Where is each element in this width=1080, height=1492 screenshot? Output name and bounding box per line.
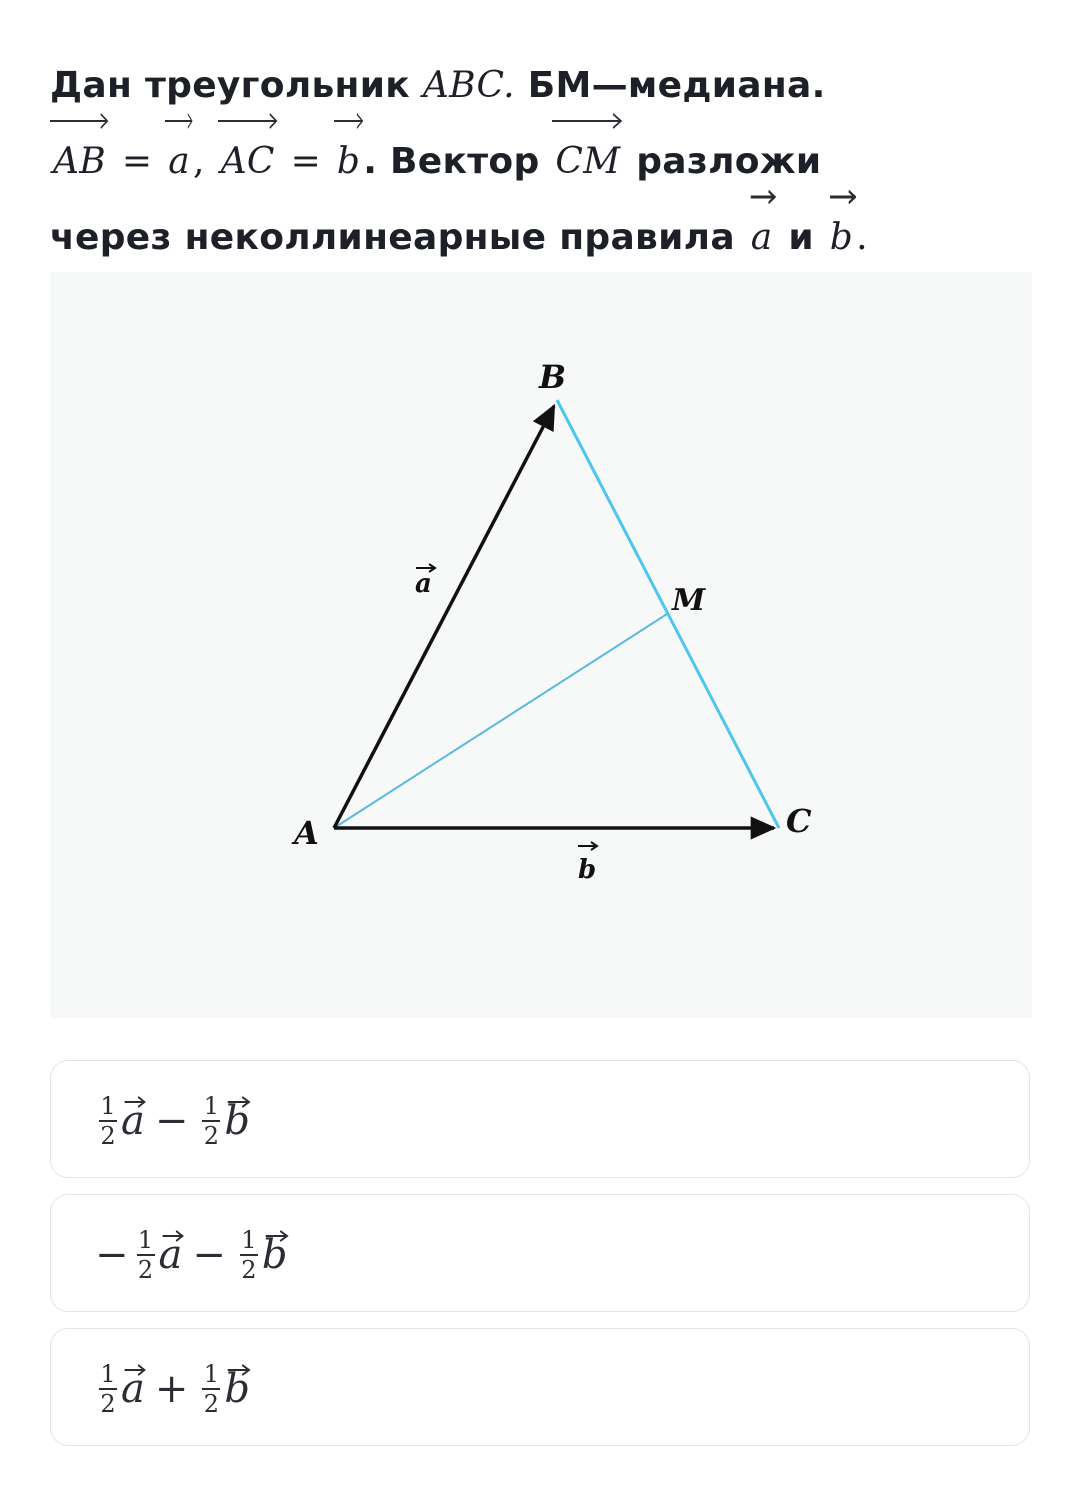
triangle-diagram	[50, 272, 1032, 1018]
question-text	[50, 48, 1040, 276]
triangle-figure	[50, 272, 1032, 1018]
vector-cm: CM	[552, 124, 623, 200]
label-b-arrow	[578, 842, 597, 850]
option-2-operator: −	[192, 1232, 226, 1278]
vector-ab-arrow	[334, 406, 554, 828]
question-part6: через неколлинеарные правила	[50, 217, 735, 258]
label-C: C	[786, 802, 812, 840]
option-2-vector-a: a	[158, 1232, 183, 1278]
median-am	[334, 614, 667, 828]
question-part1: Дан треугольник	[50, 65, 410, 106]
side-bc	[557, 400, 779, 828]
question-part3: медиана.	[627, 65, 826, 106]
question-part5: разложи	[636, 141, 822, 182]
option-3-vector-a: a	[121, 1366, 145, 1412]
question-part4: . Вектор	[363, 141, 540, 182]
option-3-expression	[95, 1359, 250, 1419]
equals-sign-2: =	[290, 141, 322, 182]
vector-b: b	[334, 124, 363, 200]
option-2-vector-b: b	[261, 1232, 288, 1278]
label-B: B	[539, 358, 567, 396]
equals-sign-1: =	[121, 141, 153, 182]
label-M: M	[672, 583, 706, 618]
vector-ab: AB	[50, 124, 109, 200]
option-3-vector-b: b	[224, 1366, 250, 1412]
option-3-operator: +	[154, 1366, 189, 1412]
option-2-expression	[95, 1225, 288, 1285]
label-b: b	[578, 855, 597, 885]
triangle-name: ABC.	[422, 65, 515, 106]
option-3-fraction-1: $\frac{1}{2}$	[100, 1360, 116, 1418]
comma: ,	[192, 141, 205, 182]
vector-b-inline: b	[827, 200, 856, 276]
option-1-fraction-1: $\frac{1}{2}$	[100, 1092, 116, 1150]
option-1-expression	[95, 1091, 250, 1151]
vector-a: a	[165, 124, 193, 200]
question-and: и	[788, 217, 814, 258]
question-part2: БМ	[527, 65, 592, 106]
question-dot: .	[856, 217, 868, 258]
vector-ac: AC	[218, 124, 278, 200]
option-1-vector-a: a	[121, 1098, 145, 1144]
answer-option-2[interactable]	[50, 1194, 1030, 1312]
option-3-fraction-2: $\frac{1}{2}$	[203, 1360, 220, 1418]
answer-option-3[interactable]	[50, 1328, 1030, 1446]
option-2-sign: −	[95, 1232, 129, 1278]
vector-a-inline: a	[748, 200, 776, 276]
option-1-operator: −	[154, 1098, 189, 1144]
option-1-fraction-2: $\frac{1}{2}$	[203, 1092, 220, 1150]
option-1-vector-b: b	[224, 1098, 250, 1144]
option-2-fraction-1: $\frac{1}{2}$	[137, 1226, 154, 1284]
option-2-fraction-2: $\frac{1}{2}$	[241, 1226, 257, 1284]
label-A: A	[294, 814, 319, 852]
label-a: a	[415, 569, 432, 599]
answer-option-1[interactable]	[50, 1060, 1030, 1178]
question-dash: —	[591, 65, 628, 106]
